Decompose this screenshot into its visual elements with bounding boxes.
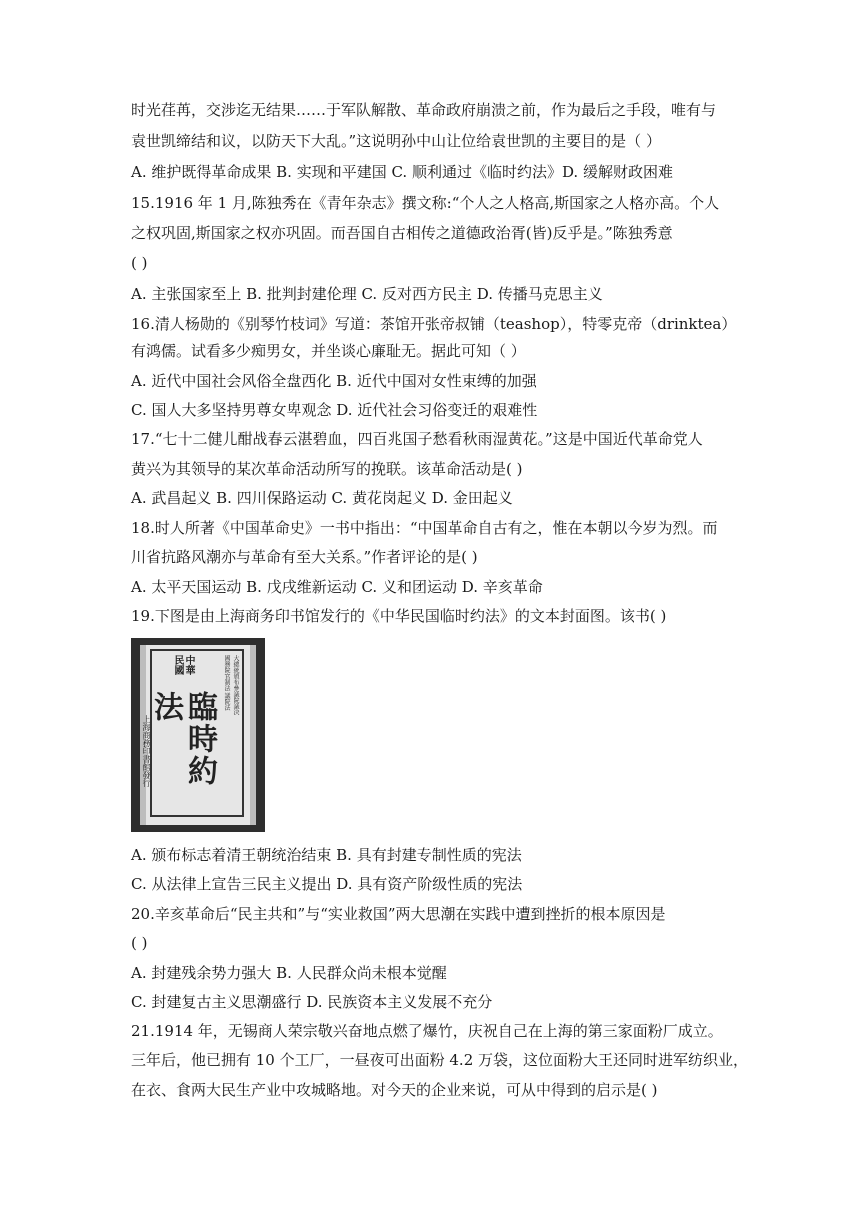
text-line: 黄兴为其领导的某次革命活动所写的挽联。该革命活动是( ) xyxy=(131,460,523,478)
cover-side-note-2: 國務院官制法 議院法 xyxy=(223,655,230,711)
cover-page xyxy=(140,645,256,825)
question-16: 16.清人杨勋的《别琴竹枝词》写道：茶馆开张帝叔铺（teashop），特零克帝（drinktea） xyxy=(131,315,737,333)
cover-top-title: 中華民國 xyxy=(172,655,194,675)
cover-side-note-1: 大總統頒布參議院議決 xyxy=(232,655,239,715)
text-line: 在衣、食两大民生产业中攻城略地。对今天的企业来说，可从中得到的启示是( ) xyxy=(131,1081,658,1099)
cover-main-title: 臨時約法 xyxy=(148,691,217,787)
text-line: 有鸿儒。试看多少痴男女，并坐谈心廉耻无。据此可知（ ） xyxy=(131,342,526,360)
text-line: 三年后，他已拥有 10 个工厂，一昼夜可出面粉 4.2 万袋，这位面粉大王还同时进军纺织业， xyxy=(131,1051,749,1069)
options-line: C. 从法律上宣告三民主义提出 D. 具有资产阶级性质的宪法 xyxy=(131,875,523,893)
options-line: A. 武昌起义 B. 四川保路运动 C. 黄花岗起义 D. 金田起义 xyxy=(131,489,513,507)
options-line: A. 主张国家至上 B. 批判封建伦理 C. 反对西方民主 D. 传播马克思主义 xyxy=(131,285,603,303)
text-line: 之权巩固,斯国家之权亦巩固。而吾国自古相传之道德政治胥(皆)反乎是。”陈独秀意 xyxy=(131,224,673,242)
options-line: A. 近代中国社会风俗全盘西化 B. 近代中国对女性束缚的加强 xyxy=(131,372,537,390)
question-19: 19.下图是由上海商务印书馆发行的《中华民国临时约法》的文本封面图。该书( ) xyxy=(131,607,667,625)
question-20: 20.辛亥革命后“民主共和”与“实业救国”两大思潮在实践中遭到挫折的根本原因是 xyxy=(131,905,666,923)
options-line: A. 颁布标志着清王朝统治结束 B. 具有封建专制性质的宪法 xyxy=(131,846,522,864)
text-line: 时光荏苒，交涉迄无结果……于军队解散、革命政府崩溃之前，作为最后之手段，唯有与 xyxy=(131,101,717,119)
answer-blank: ( ) xyxy=(131,934,148,952)
cover-border-right xyxy=(250,645,256,825)
options-line: C. 封建复古主义思潮盛行 D. 民族资本主义发展不充分 xyxy=(131,993,493,1011)
options-line: A. 封建残余势力强大 B. 人民群众尚未根本觉醒 xyxy=(131,964,447,982)
constitution-cover-image xyxy=(131,638,265,832)
text-line: 袁世凯缔结和议，以防天下大乱。”这说明孙中山让位给袁世凯的主要目的是（ ） xyxy=(131,132,661,150)
answer-blank: ( ) xyxy=(131,254,148,272)
text-line: 川省抗路风潮亦与革命有至大关系。”作者评论的是( ) xyxy=(131,548,478,566)
cover-publisher: 上海商務印書館發行 xyxy=(142,715,151,787)
cover-frame xyxy=(150,649,244,817)
question-17: 17.“七十二健儿酣战春云湛碧血，四百兆国子愁看秋雨湿黄花。”这是中国近代革命党人 xyxy=(131,430,703,448)
question-18: 18.时人所著《中国革命史》一书中指出：“中国革命自古有之，惟在本朝以今岁为烈。而 xyxy=(131,519,718,537)
options-line: A. 维护既得革命成果 B. 实现和平建国 C. 顺利通过《临时约法》D. 缓解财政困难 xyxy=(131,163,673,181)
options-line: C. 国人大多坚持男尊女卑观念 D. 近代社会习俗变迁的艰难性 xyxy=(131,401,538,419)
question-21: 21.1914 年，无锡商人荣宗敬兴奋地点燃了爆竹，庆祝自己在上海的第三家面粉厂成立。 xyxy=(131,1022,723,1040)
question-15: 15.1916 年 1 月,陈独秀在《青年杂志》撰文称:“个人之人格高,斯国家之人格亦高。个人 xyxy=(131,194,720,212)
options-line: A. 太平天国运动 B. 戊戌维新运动 C. 义和团运动 D. 辛亥革命 xyxy=(131,578,543,596)
